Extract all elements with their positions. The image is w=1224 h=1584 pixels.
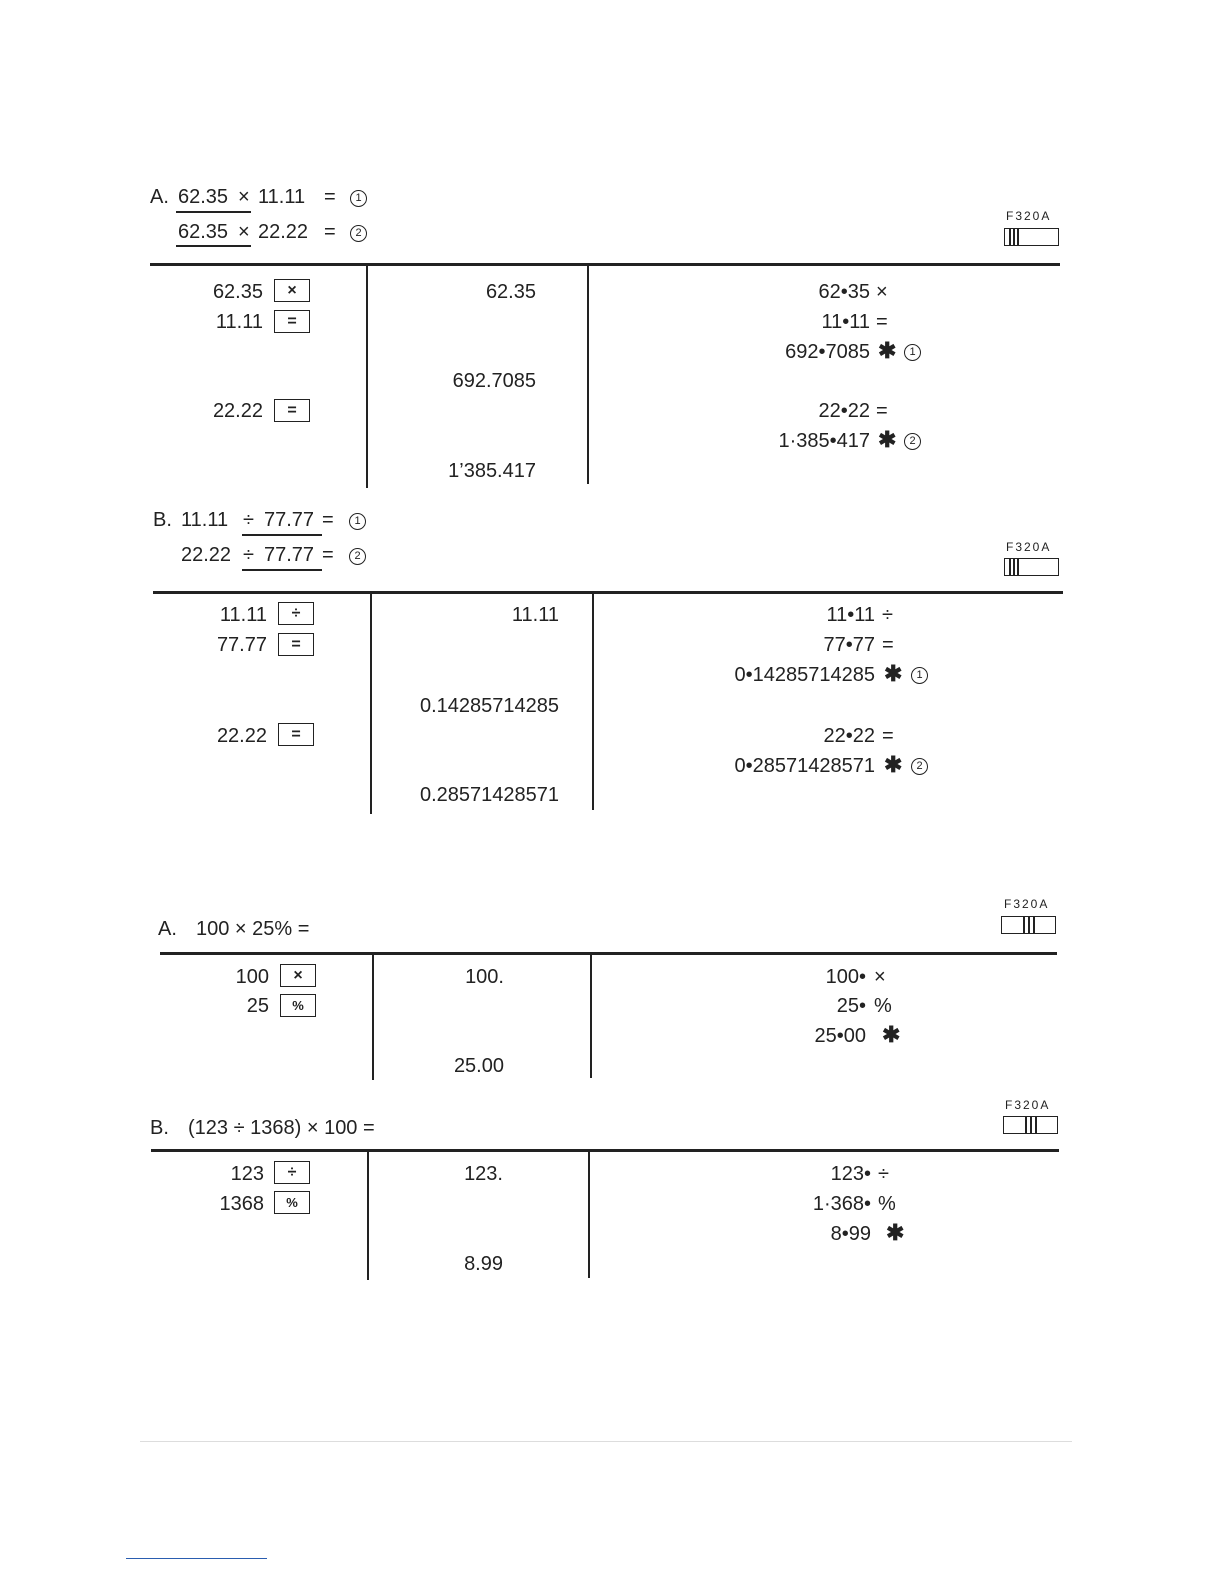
equals: = [324, 186, 336, 208]
display-value: 123. [464, 1163, 503, 1185]
display-value: 11.11 [511, 604, 559, 626]
ref-marker: 2 [898, 433, 921, 451]
tape-symbol: = [882, 725, 894, 747]
tape-symbol: × [876, 281, 888, 303]
key-entry-value: 11.11 [215, 311, 263, 333]
tape-value: 22•22 [823, 725, 875, 747]
ref-marker: 1 [344, 190, 367, 208]
ref-marker: 1 [905, 667, 928, 685]
switch-label: F320A [1005, 1098, 1051, 1112]
tape-symbol: = [876, 400, 888, 422]
section-label: B. [150, 1117, 169, 1139]
key-entry-value: 100 [235, 966, 269, 988]
tape-symbol: = [876, 311, 888, 333]
tape-symbol: × [874, 966, 886, 988]
tape-value: 0•28571428571 [734, 755, 875, 777]
key-entry-value: 25 [246, 995, 269, 1017]
tape-value: 25• [836, 995, 866, 1017]
tape-value: 0•14285714285 [734, 664, 875, 686]
display-value: 100. [465, 966, 504, 988]
column-divider [592, 594, 594, 810]
operator: ÷ [243, 544, 254, 566]
switch-label: F320A [1004, 897, 1050, 911]
tape-value: 11•11 [821, 311, 870, 333]
key-entry-value: 22.22 [216, 725, 267, 747]
key-entry-value: 77.77 [216, 634, 267, 656]
equals: = [322, 509, 334, 531]
tape-value: 123• [830, 1163, 871, 1185]
operand: 62.35 [178, 221, 229, 243]
equals: = [322, 544, 334, 566]
column-divider [587, 266, 589, 484]
decimal-switch-icon [1004, 228, 1059, 246]
underline [242, 569, 322, 571]
column-divider [366, 266, 368, 488]
equals: = [324, 221, 336, 243]
tape-value: 25•00 [814, 1025, 866, 1047]
tape-symbol: ÷ [878, 1163, 889, 1185]
asterisk-icon: ✱ [878, 427, 897, 452]
key-entry-value: 62.35 [212, 281, 263, 303]
ref-marker: 2 [905, 758, 928, 776]
underline [176, 245, 251, 247]
table-rule [160, 952, 1057, 955]
equals-key: = [278, 723, 314, 746]
column-divider [367, 1152, 369, 1280]
tape-symbol: % [878, 1193, 896, 1215]
display-value: 8.99 [464, 1253, 503, 1275]
switch-label: F320A [1006, 540, 1052, 554]
key-entry-value: 22.22 [212, 400, 263, 422]
ref-marker: 2 [344, 225, 367, 243]
key-entry-value: 11.11 [219, 604, 267, 626]
tape-value: 100• [825, 966, 866, 988]
tape-symbol: % [874, 995, 892, 1017]
operand: 62.35 [178, 186, 229, 208]
display-value: 692.7085 [452, 370, 536, 392]
asterisk-icon: ✱ [878, 338, 897, 363]
section-label: B. [153, 509, 172, 531]
formula: (123 ÷ 1368) × 100 = [188, 1117, 375, 1139]
operand: 11.11 [181, 509, 229, 531]
tape-value: 11•11 [826, 604, 875, 626]
display-value: 0.14285714285 [419, 695, 559, 717]
tape-value: 22•22 [818, 400, 870, 422]
tape-value: 692•7085 [785, 341, 870, 363]
decimal-switch-icon [1004, 558, 1059, 576]
display-value: 62.35 [485, 281, 536, 303]
ref-marker: 2 [343, 548, 366, 566]
display-value: 25.00 [453, 1055, 504, 1077]
column-divider [588, 1152, 590, 1278]
operator: ÷ [243, 509, 254, 531]
underline [176, 211, 251, 213]
operand: 77.77 [264, 544, 315, 566]
footer-link-underline[interactable] [126, 1558, 267, 1559]
operand: 77.77 [264, 509, 315, 531]
table-rule [150, 263, 1060, 266]
section-label: A. [150, 186, 169, 208]
decimal-switch-icon [1001, 916, 1056, 934]
tape-value: 62•35 [818, 281, 870, 303]
switch-label: F320A [1006, 209, 1052, 223]
section-label: A. [158, 918, 177, 940]
footer-divider [140, 1441, 1072, 1442]
key-entry-value: 123 [230, 1163, 264, 1185]
tape-value: 1·368• [812, 1193, 871, 1215]
equals-key: = [274, 310, 310, 333]
asterisk-icon: ✱ [884, 661, 903, 686]
ref-marker: 1 [343, 513, 366, 531]
operand: 22.22 [258, 221, 309, 243]
operand: 11.11 [258, 186, 306, 208]
equals-key: = [278, 633, 314, 656]
column-divider [590, 955, 592, 1078]
key-entry-value: 1368 [219, 1193, 264, 1215]
asterisk-icon: ✱ [886, 1220, 905, 1245]
decimal-switch-icon [1003, 1116, 1058, 1134]
ref-marker: 1 [898, 344, 921, 362]
formula: 100 × 25% = [196, 918, 310, 940]
column-divider [370, 594, 372, 814]
tape-symbol: ÷ [882, 604, 893, 626]
underline [242, 534, 322, 536]
asterisk-icon: ✱ [884, 752, 903, 777]
tape-symbol: = [882, 634, 894, 656]
tape-value: 1·385•417 [778, 430, 870, 452]
tape-value: 8•99 [830, 1223, 871, 1245]
display-value: 0.28571428571 [419, 784, 559, 806]
operator: × [238, 221, 250, 243]
operand: 22.22 [181, 544, 232, 566]
divide-key: ÷ [274, 1161, 310, 1184]
operator: × [238, 186, 250, 208]
divide-key: ÷ [278, 602, 314, 625]
asterisk-icon: ✱ [882, 1022, 901, 1047]
column-divider [372, 955, 374, 1080]
display-value: 1’385.417 [448, 460, 536, 482]
tape-value: 77•77 [823, 634, 875, 656]
percent-key: % [274, 1191, 310, 1214]
multiply-key: × [280, 964, 316, 987]
table-rule [153, 591, 1063, 594]
table-rule [151, 1149, 1059, 1152]
equals-key: = [274, 399, 310, 422]
percent-key: % [280, 994, 316, 1017]
multiply-key: × [274, 279, 310, 302]
